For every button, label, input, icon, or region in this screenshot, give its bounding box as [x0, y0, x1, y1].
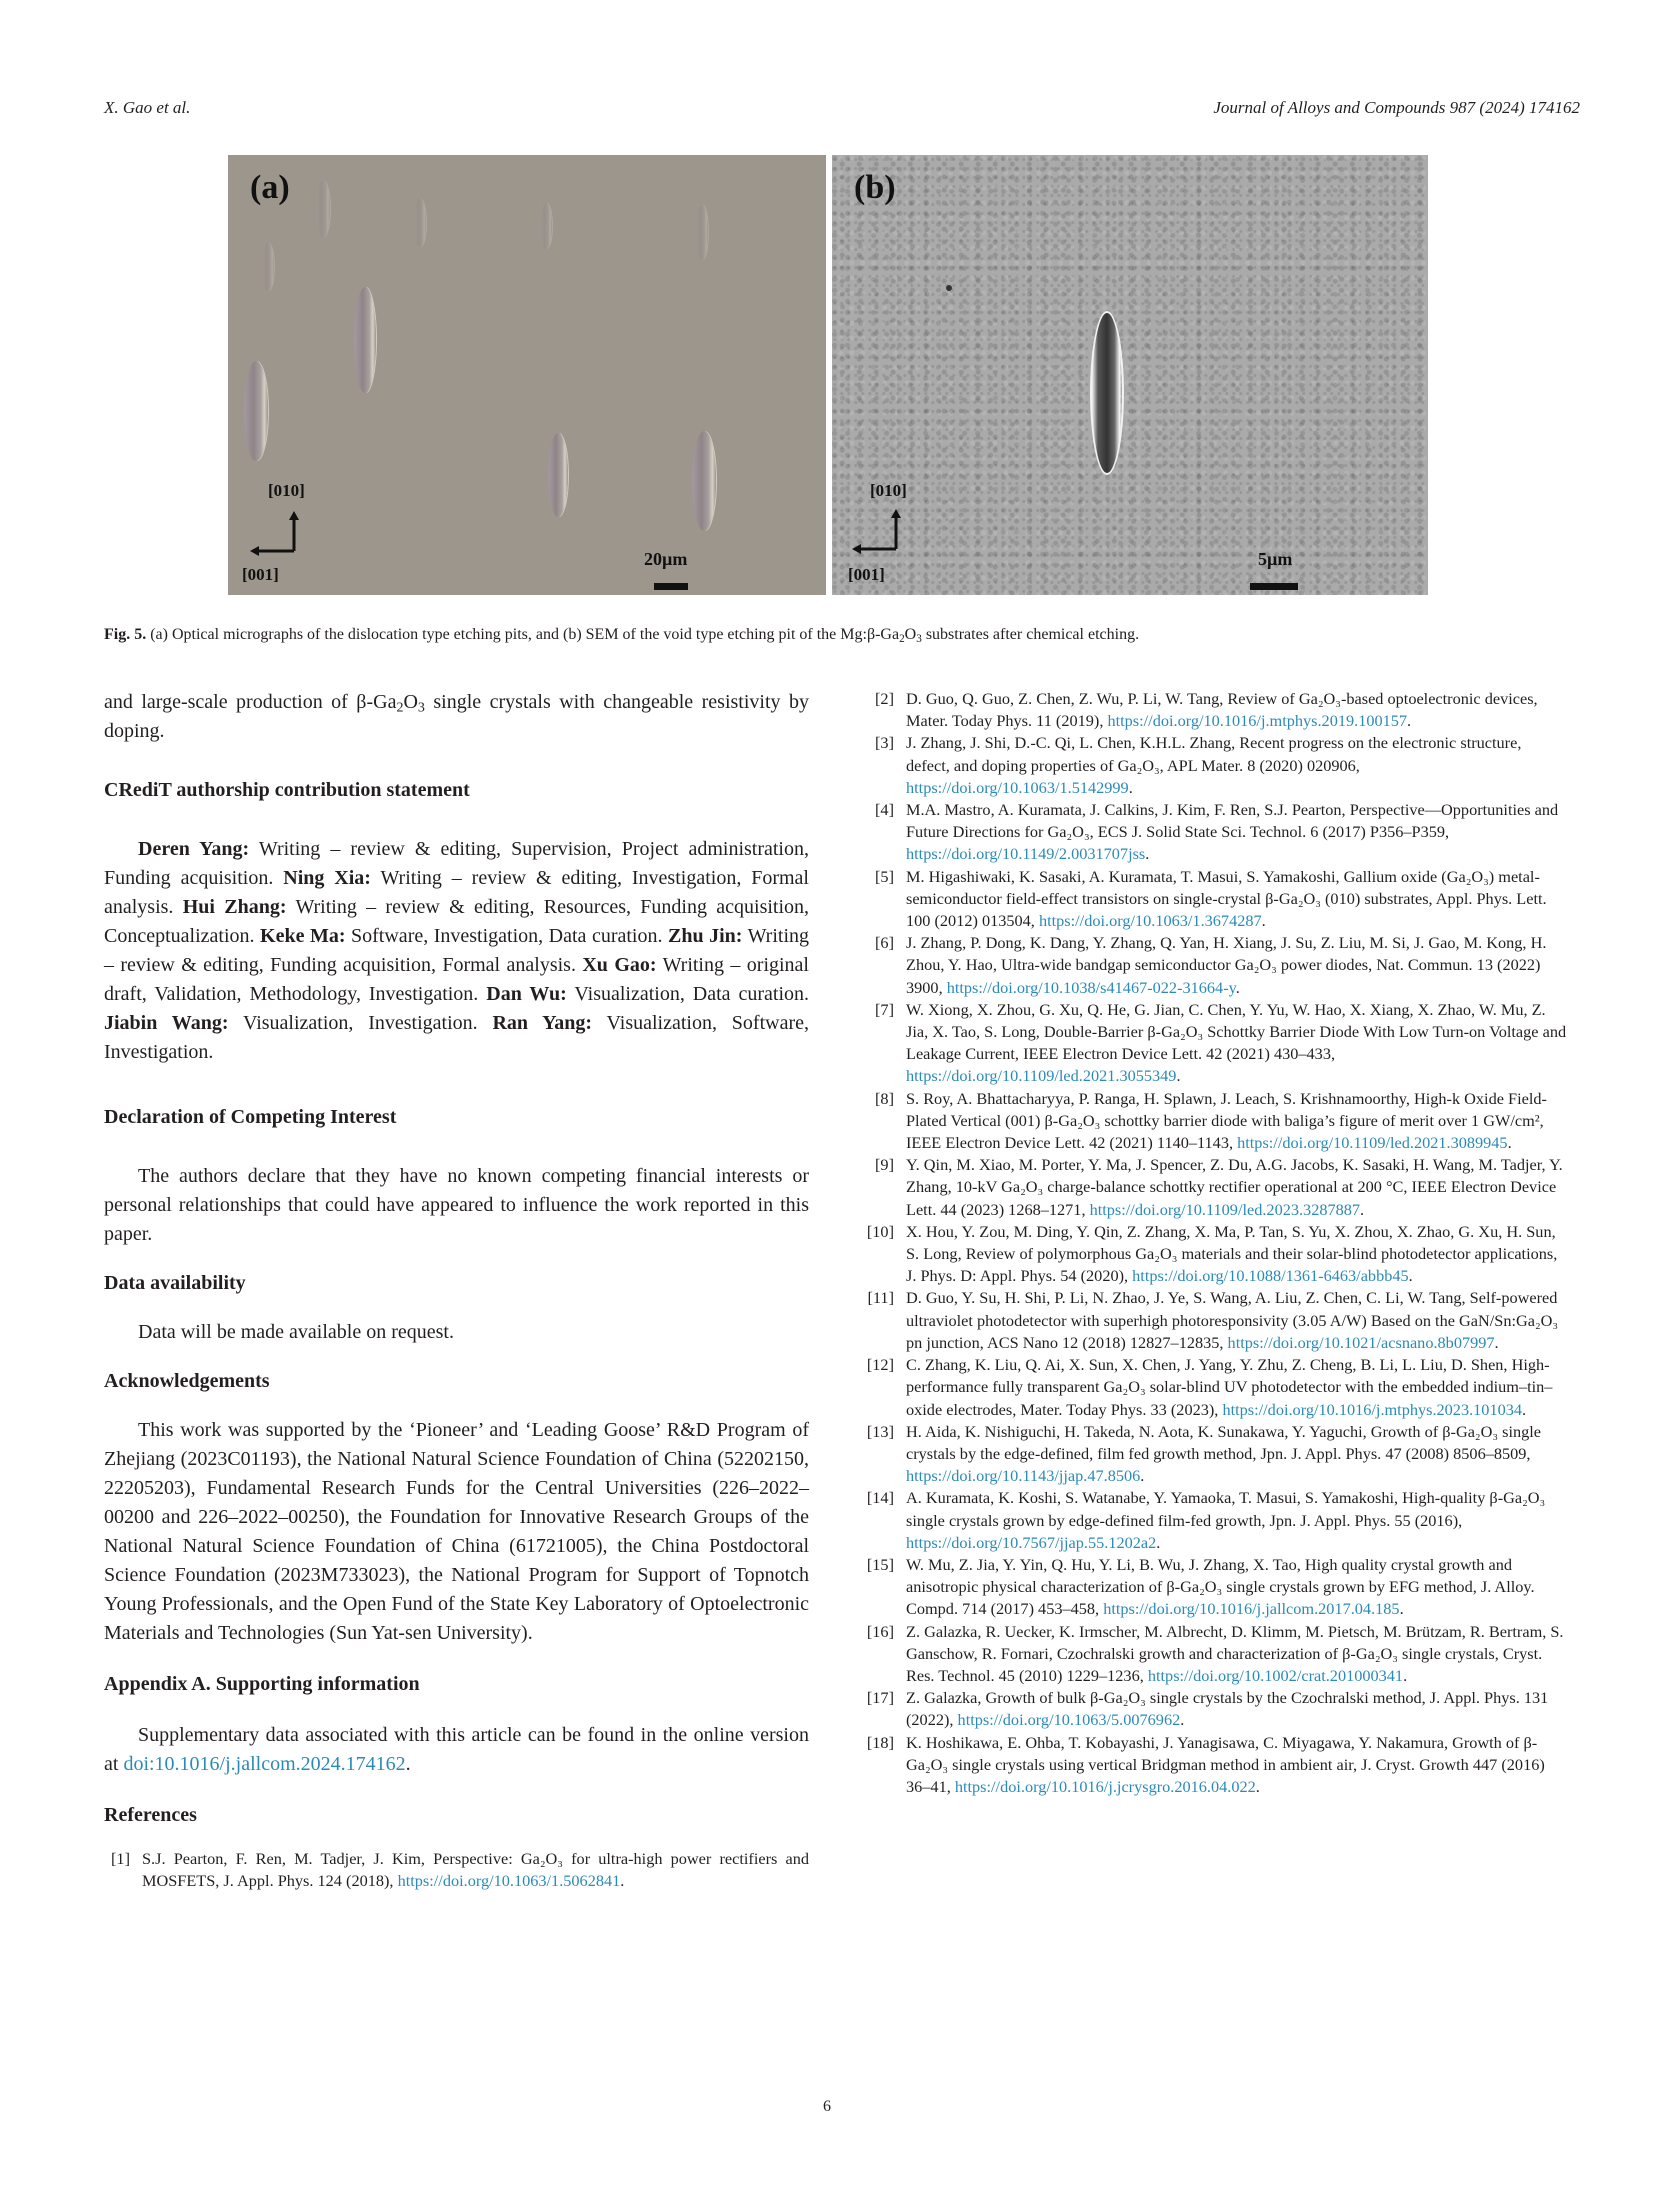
reference-item — [868, 1732, 1568, 1799]
reference-item — [868, 932, 1568, 999]
reference-number: [13] — [866, 1421, 894, 1441]
reference-doi-link[interactable]: https://doi.org/10.7567/jjap.55.1202a2 — [906, 1532, 1157, 1552]
reference-text: W. Mu, Z. Jia, Y. Yin, Q. Hu, Y. Li, B. Wu, J. Zhang, X. Tao, High quality crystal growth and anisotropic physical characterization of β-Ga₂O₃ single crystals grown by EFG method, J. Alloy. Compd. 714 (2017) 453–458, — [906, 1554, 1535, 1619]
reference-number: [15] — [866, 1554, 894, 1574]
void-etch-pit — [1090, 311, 1124, 475]
acknowledgements-heading: Acknowledgements — [104, 1370, 270, 1392]
competing-interest-text: The authors declare that they have no known competing financial interests or personal relationships that could have appeared to influence the work reported in this paper. — [104, 1165, 809, 1245]
reference-period: . — [1180, 1710, 1185, 1730]
contributor-name: Jiabin Wang: — [104, 1012, 229, 1034]
appendix-text — [104, 1721, 809, 1779]
etch-pit — [696, 205, 708, 260]
reference-item — [868, 1088, 1568, 1155]
contributor-roles: Visualization, Investigation. — [228, 1012, 493, 1034]
reference-number: [10] — [866, 1221, 894, 1241]
acknowledgements-text: This work was supported by the ‘Pioneer’ and ‘Leading Goose’ R&D Program of Zhejiang (2023C01193), the National Natural Science Foundation of China (52202150, 22205203), Fundamental Research Funds for the Central Universities (226–2022–00200 and 226–2022–00250), the Foundation for Innovative Research Groups of the National Natural Science Foundation of China (61721005), the China Postdoctoral Science Foundation (2023M733023), the National Program for Support of Topnotch Young Professionals, and the Open Fund of the State Key Laboratory of Optoelectronic Materials and Technologies (Sun Yat-sen University). — [104, 1419, 809, 1644]
reference-period: . — [1235, 977, 1240, 997]
contributor-roles: Writing – review & editing, Funding acquisition, Formal analysis. — [104, 925, 809, 976]
supplementary-doi-link[interactable]: doi:10.1016/j.jallcom.2024.174162 — [123, 1753, 406, 1775]
contributor-name: Deren Yang: — [138, 838, 250, 860]
scale-bar — [1250, 583, 1298, 590]
reference-period: . — [1522, 1399, 1527, 1419]
text: single crystals with changeable resistivity by doping. — [104, 691, 809, 742]
reference-item — [104, 1848, 809, 1892]
reference-doi-link[interactable]: https://doi.org/10.1016/j.mtphys.2019.100157 — [1107, 711, 1408, 731]
contributor-name: Zhu Jin: — [667, 925, 743, 947]
contributor-roles: Writing – original draft, Validation, Methodology, Investigation. — [104, 954, 809, 1005]
reference-period: . — [1360, 1199, 1365, 1219]
appendix-heading: Appendix A. Supporting information — [104, 1673, 420, 1695]
contributor-roles: Visualization, Software, Investigation. — [104, 1012, 809, 1063]
reference-doi-link[interactable]: https://doi.org/10.1016/j.jcrysgro.2016.04.022 — [954, 1776, 1256, 1796]
reference-text: W. Xiong, X. Zhou, G. Xu, Q. He, G. Jian, C. Chen, Y. Yu, W. Hao, X. Xiang, X. Zhao, W. Mu, Z. Jia, X. Tao, S. Long, Double-Barrier β-Ga₂O₃ Schottky Barrier Diode With Low Turn-on Voltage and Leakage Current, IEEE Electron Device Lett. 42 (2021) 430–433, — [906, 999, 1567, 1064]
caption-text: substrates after chemical etching. — [921, 626, 1140, 643]
etch-pit — [414, 199, 426, 247]
reference-text: Z. Galazka, R. Uecker, K. Irmscher, M. Albrecht, D. Klimm, M. Pietsch, M. Brützam, R. Bertram, S. Ganschow, R. Fornari, Czochralski growth and characterization of β-Ga₂O₃ single crystals, Cryst. Res. Technol. 45 (2010) 1229–1236, — [906, 1621, 1564, 1685]
reference-period: . — [1407, 711, 1412, 731]
references-heading: References — [104, 1804, 197, 1826]
text: O — [403, 691, 418, 713]
contributor-roles: Writing – review & editing, Supervision, Project administration, Funding acquisition. — [104, 838, 809, 889]
reference-number: [17] — [866, 1688, 894, 1708]
reference-item — [868, 1687, 1568, 1731]
reference-text: X. Hou, Y. Zou, M. Ding, Y. Qin, Z. Zhang, X. Ma, P. Tan, S. Yu, X. Zhou, X. Zhao, G. Xu, H. Sun, S. Long, Review of polymorphous Ga₂O₃ materials and their solar-blind photodetector applications, J. Phys. D: Appl. Phys. 54 (2020), — [906, 1221, 1558, 1286]
reference-number: [6] — [875, 933, 894, 953]
caption-text: (a) Optical micrographs of the dislocation type etching pits, and (b) SEM of the void type etching pit of the Mg:β-Ga — [146, 626, 900, 643]
etch-pit — [548, 433, 568, 517]
reference-item — [868, 1421, 1568, 1488]
reference-period: . — [1403, 1665, 1408, 1685]
reference-item — [868, 1554, 1568, 1621]
reference-doi-link[interactable]: https://doi.org/10.1063/1.5062841 — [397, 1871, 621, 1891]
reference-number: [14] — [866, 1488, 894, 1508]
scale-bar-label: 5µm — [1258, 549, 1293, 569]
reference-text: S.J. Pearton, F. Ren, M. Tadjer, J. Kim, Perspective: Ga₂O₃ for ultra-high power rectifiers and MOSFETS, J. Appl. Phys. 124 (2018), — [142, 1849, 809, 1891]
reference-item — [868, 799, 1568, 866]
reference-doi-link[interactable]: https://doi.org/10.1038/s41467-022-31664-y — [946, 977, 1236, 997]
reference-number: [7] — [875, 999, 894, 1019]
reference-text: M. Higashiwaki, K. Sasaki, A. Kuramata, T. Masui, S. Yamakoshi, Gallium oxide (Ga₂O₃) metal-semiconductor field-effect transistors on single-crystal β-Ga₂O₃ (010) substrates, Appl. Phys. Lett. 100 (2012) 013504, — [906, 866, 1547, 931]
reference-doi-link[interactable]: https://doi.org/10.1109/led.2023.3287887 — [1089, 1199, 1361, 1219]
figure-caption — [104, 625, 1574, 645]
reference-item — [868, 688, 1568, 732]
subscript: 2 — [396, 700, 404, 716]
reference-number: [1] — [111, 1849, 130, 1868]
reference-list-left — [104, 1848, 809, 1892]
panel-a-label: (a) — [250, 169, 290, 206]
reference-text: M.A. Mastro, A. Kuramata, J. Calkins, J. Kim, F. Ren, S.J. Pearton, Perspective—Opportunities and Future Directions for Ga₂O₃, ECS J. Solid State Sci. Technol. 6 (2017) P356–P359, — [906, 800, 1559, 842]
figure-caption-label: Fig. 5. — [104, 626, 147, 643]
credit-heading: CRediT authorship contribution statement — [104, 779, 470, 801]
etch-pit — [692, 431, 716, 531]
reference-number: [2] — [875, 689, 894, 708]
contributor-roles: Software, Investigation, Data curation. — [345, 925, 668, 947]
reference-doi-link[interactable]: https://doi.org/10.1021/acsnano.8b07997 — [1227, 1332, 1495, 1352]
reference-item — [868, 1487, 1568, 1554]
reference-text: S. Roy, A. Bhattacharyya, P. Ranga, H. Splawn, J. Leach, S. Krishnamoorthy, High-k Oxide Field-Plated Vertical (001) β-Ga₂O₃ schottky barrier diode with baliga’s figure of merit over 1 GW/cm², IEEE Electron Device Lett. 42 (2021) 1140–1143, — [906, 1088, 1547, 1153]
subscript: 2 — [899, 632, 905, 645]
reference-period: . — [1140, 1466, 1145, 1486]
reference-period: . — [1399, 1599, 1404, 1619]
running-head-authors: X. Gao et al. — [104, 98, 191, 117]
contributor-name: Xu Gao: — [582, 954, 657, 976]
reference-period: . — [1408, 1266, 1413, 1286]
reference-item — [868, 1221, 1568, 1288]
scale-bar — [654, 583, 688, 590]
reference-period: . — [1128, 777, 1133, 797]
reference-number: [3] — [875, 733, 894, 753]
orientation-010-label: [010] — [870, 481, 907, 500]
left-column — [104, 688, 809, 1892]
reference-item — [868, 732, 1568, 799]
reference-item — [868, 1154, 1568, 1221]
figure-panel-b-sem — [832, 155, 1428, 595]
reference-doi-link[interactable]: https://doi.org/10.1063/1.3674287 — [1038, 911, 1262, 931]
text: Supplementary data associated with this article can be found in the online version at — [104, 1724, 809, 1775]
orientation-010-label: [010] — [268, 481, 305, 500]
reference-text: A. Kuramata, K. Koshi, S. Watanabe, Y. Yamaoka, T. Masui, S. Yamakoshi, High-quality β-Ga₂O₃ single crystals grown by edge-defined film-fed growth, Jpn. J. Appl. Phys. 55 (2016), — [906, 1488, 1546, 1530]
page-number: 6 — [823, 2098, 831, 2115]
reference-number: [16] — [866, 1621, 894, 1641]
reference-period: . — [1494, 1332, 1499, 1352]
reference-period: . — [1507, 1133, 1512, 1153]
contributor-roles: Writing – review & editing, Investigation, Formal analysis. — [104, 867, 809, 918]
contributor-name: Hui Zhang: — [182, 896, 287, 918]
reference-item — [868, 1287, 1568, 1354]
intro-paragraph — [104, 688, 809, 746]
text: . — [405, 1753, 411, 1775]
etch-pit — [354, 287, 376, 393]
credit-statement — [104, 835, 809, 1067]
data-availability-heading: Data availability — [104, 1272, 246, 1294]
reference-item — [868, 1621, 1568, 1688]
panel-b-label: (b) — [854, 169, 896, 206]
reference-item — [868, 999, 1568, 1088]
data-availability-text: Data will be made available on request. — [138, 1321, 454, 1343]
reference-doi-link[interactable]: https://doi.org/10.1016/j.jallcom.2017.04.185 — [1103, 1599, 1400, 1619]
reference-text: J. Zhang, P. Dong, K. Dang, Y. Zhang, Q. Yan, H. Xiang, J. Su, Z. Liu, M. Si, J. Gao, M. Kong, H. Zhou, Y. Hao, Ultra-wide bandgap semiconductor Ga₂O₃ power diodes, Nat. Commun. 13 (2022) 3900, — [906, 933, 1547, 997]
etch-pit — [540, 203, 552, 249]
reference-number: [18] — [866, 1732, 894, 1752]
reference-text: C. Zhang, K. Liu, Q. Ai, X. Sun, X. Chen, J. Yang, Y. Zhu, Z. Cheng, B. Li, L. Liu, D. Shen, High-performance fully transparent Ga₂O₃ solar-blind UV photodetector with the embedded indium–tin–oxide electrodes, Mater. Today Phys. 33 (2023), — [906, 1355, 1553, 1419]
right-column — [868, 688, 1568, 1798]
etch-pit — [244, 361, 268, 461]
reference-text: D. Guo, Q. Guo, Z. Chen, Z. Wu, P. Li, W. Tang, Review of Ga₂O₃-based optoelectronic devices, Mater. Today Phys. 11 (2019), — [906, 689, 1538, 731]
subscript: 3 — [417, 700, 425, 716]
reference-doi-link[interactable]: https://doi.org/10.1002/crat.201000341 — [1147, 1665, 1404, 1685]
orientation-001-label: [001] — [848, 565, 885, 584]
contributor-name: Ran Yang: — [492, 1012, 593, 1034]
reference-doi-link[interactable]: https://doi.org/10.1149/2.0031707jss — [906, 844, 1146, 864]
reference-doi-link[interactable]: https://doi.org/10.1143/jjap.47.8506 — [906, 1466, 1141, 1486]
reference-text: Z. Galazka, Growth of bulk β-Ga₂O₃ single crystals by the Czochralski method, J. Appl. Phys. 131 (2022), — [906, 1688, 1549, 1730]
orientation-001-label: [001] — [242, 565, 279, 584]
running-head-journal: Journal of Alloys and Compounds 987 (2024) 174162 — [1213, 98, 1580, 117]
contributor-roles: Writing – review & editing, Resources, Funding acquisition, Conceptualization. — [104, 896, 810, 947]
reference-doi-link[interactable]: https://doi.org/10.1063/1.5142999 — [906, 777, 1129, 797]
reference-doi-link[interactable]: https://doi.org/10.1109/led.2021.3089945 — [1237, 1133, 1508, 1153]
reference-number: [4] — [875, 800, 894, 820]
reference-text: H. Aida, K. Nishiguchi, H. Takeda, N. Aota, K. Sunakawa, Y. Yaguchi, Growth of β-Ga₂O₃ single crystals by the edge-defined, film fed growth method, Jpn. J. Appl. Phys. 47 (2008) 8506–8509, — [906, 1421, 1541, 1463]
reference-doi-link[interactable]: https://doi.org/10.1016/j.mtphys.2023.101034 — [1222, 1399, 1523, 1419]
text: and large-scale production of β-Ga — [104, 691, 397, 713]
reference-period: . — [1145, 844, 1150, 864]
orientation-arrows-icon — [850, 509, 910, 559]
reference-number: [12] — [866, 1355, 894, 1375]
figure-5 — [228, 155, 1428, 595]
contributor-name: Keke Ma: — [260, 925, 346, 947]
reference-text: Y. Qin, M. Xiao, M. Porter, Y. Ma, J. Spencer, Z. Du, A.G. Jacobs, K. Sasaki, H. Wang, M. Tadjer, Y. Zhang, 10-kV Ga₂O₃ charge-balance schottky rectifier operational at 200 °C, IEEE Electron Device Lett. 44 (2023) 1268–1271, — [906, 1155, 1563, 1219]
reference-list-right — [868, 688, 1568, 1798]
reference-number: [9] — [875, 1155, 894, 1175]
competing-interest-heading: Declaration of Competing Interest — [104, 1106, 397, 1128]
reference-number: [8] — [875, 1088, 894, 1108]
reference-text: D. Guo, Y. Su, H. Shi, P. Li, N. Zhao, J. Ye, S. Wang, A. Liu, Z. Chen, C. Li, W. Tang, Self-powered ultraviolet photodetector with superhigh photoresponsivity (3.05 A/W) Based on the GaN/Sn:Ga₂O₃ pn junction, ACS Nano 12 (2018) 12827–12835, — [906, 1288, 1559, 1352]
subscript: 3 — [916, 632, 922, 645]
reference-number: [11] — [867, 1288, 894, 1308]
reference-period: . — [1261, 911, 1266, 931]
reference-doi-link[interactable]: https://doi.org/10.1063/5.0076962 — [957, 1710, 1181, 1730]
reference-item — [868, 866, 1568, 933]
etch-pit — [262, 243, 274, 291]
reference-period: . — [1156, 1532, 1161, 1552]
surface-particle — [946, 285, 952, 291]
reference-doi-link[interactable]: https://doi.org/10.1109/led.2021.3055349 — [906, 1066, 1177, 1086]
caption-text: O — [904, 626, 917, 643]
etch-pit — [316, 181, 330, 237]
contributor-name: Ning Xia: — [283, 867, 371, 889]
figure-panel-a-optical-micrograph — [228, 155, 826, 595]
reference-period: . — [1255, 1776, 1260, 1796]
orientation-arrows-icon — [248, 511, 308, 561]
reference-period: . — [620, 1871, 625, 1891]
reference-doi-link[interactable]: https://doi.org/10.1088/1361-6463/abbb45 — [1132, 1266, 1409, 1286]
reference-period: . — [1176, 1066, 1181, 1086]
reference-number: [5] — [875, 866, 894, 886]
reference-item — [868, 1354, 1568, 1421]
contributor-roles: Visualization, Data curation. — [566, 983, 809, 1005]
contributor-name: Dan Wu: — [486, 983, 567, 1005]
scale-bar-label: 20µm — [644, 549, 688, 569]
reference-text: K. Hoshikawa, E. Ohba, T. Kobayashi, J. Yanagisawa, C. Miyagawa, Y. Nakamura, Growth of β-Ga₂O₃ single crystals using vertical Bridgman method in ambient air, J. Cryst. Growth 447 (2016) 36–41, — [906, 1732, 1545, 1796]
reference-text: J. Zhang, J. Shi, D.-C. Qi, L. Chen, K.H.L. Zhang, Recent progress on the electronic structure, defect, and doping properties of Ga₂O₃, APL Mater. 8 (2020) 020906, — [906, 733, 1522, 775]
